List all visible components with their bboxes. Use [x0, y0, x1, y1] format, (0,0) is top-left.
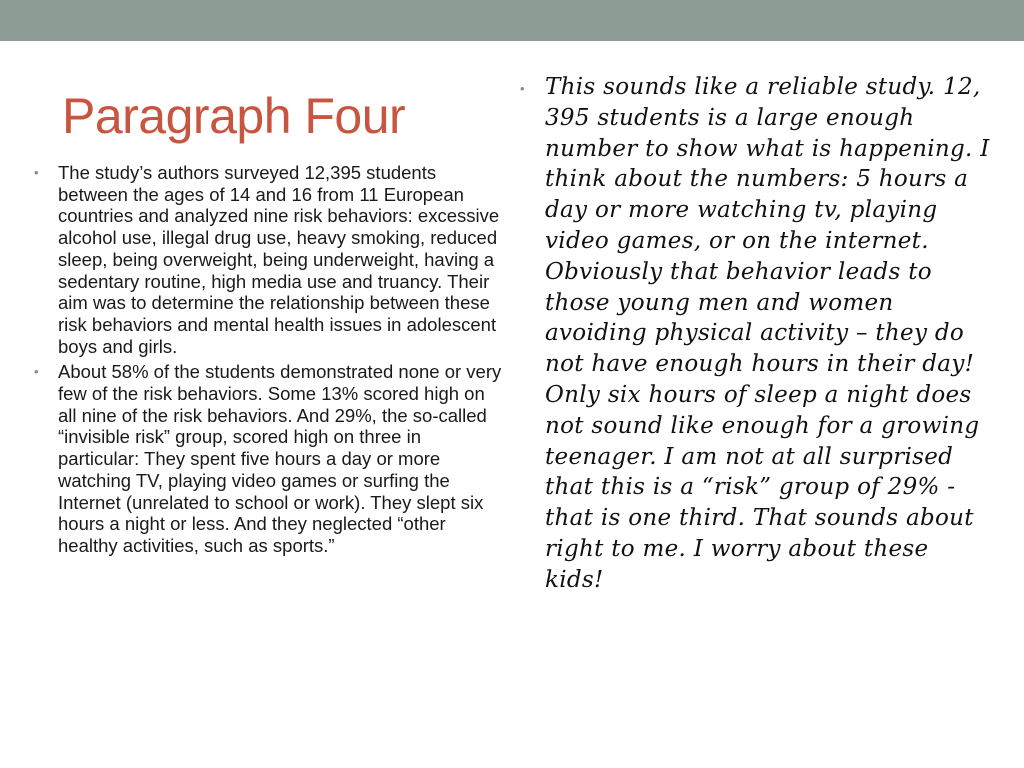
top-header-bar: [0, 0, 1024, 41]
left-bullet-list: [34, 162, 506, 557]
bullet-text: The study’s authors surveyed 12,395 students between the ages of 14 and 16 from 11 European countries and analyzed nine risk behaviors: excessive alcohol use, illegal drug use, heavy smoking, reduced sleep, being overweight, being underweight, having a sedentary routine, high media use and truancy. Their aim was to determine the relationship between these risk behaviors and mental health issues in adolescent boys and girls.: [58, 162, 500, 357]
commentary-text: This sounds like a reliable study. 12, 395 students is a large enough number to show what is happening. I think about the numbers: 5 hours a day or more watching tv, playing video games, or on the internet. Obviously that behavior leads to those young men and women avoiding physical activity – they do not have enough hours in their day! Only six hours of sleep a night does not sound like enough for a growing teenager. I am not at all surprised that this is a “risk” group of 29% - that is one third. That sounds about right to me. I worry about these kids!: [545, 74, 990, 593]
bullet-item-study-summary: [34, 162, 506, 357]
commentary-bullet: [520, 72, 990, 596]
right-commentary-column: [520, 72, 990, 596]
bullet-icon: •: [34, 165, 39, 180]
bullet-text: About 58% of the students demonstrated none or very few of the risk behaviors. Some 13% scored high on all nine of the risk behaviors. And 29%, the so-called “invisible risk” group, scored high on three in particular: They spent five hours a day or more watching TV, playing video games or surfing the Internet (unrelated to school or work). They slept six hours a night or less. And they neglected “other healthy activities, such as sports.”: [58, 361, 502, 556]
bullet-icon: •: [520, 81, 525, 96]
bullet-icon: •: [34, 364, 39, 380]
slide-title: Paragraph Four: [62, 88, 406, 144]
bullet-item-study-results: [34, 361, 506, 556]
left-content-column: [34, 162, 506, 561]
